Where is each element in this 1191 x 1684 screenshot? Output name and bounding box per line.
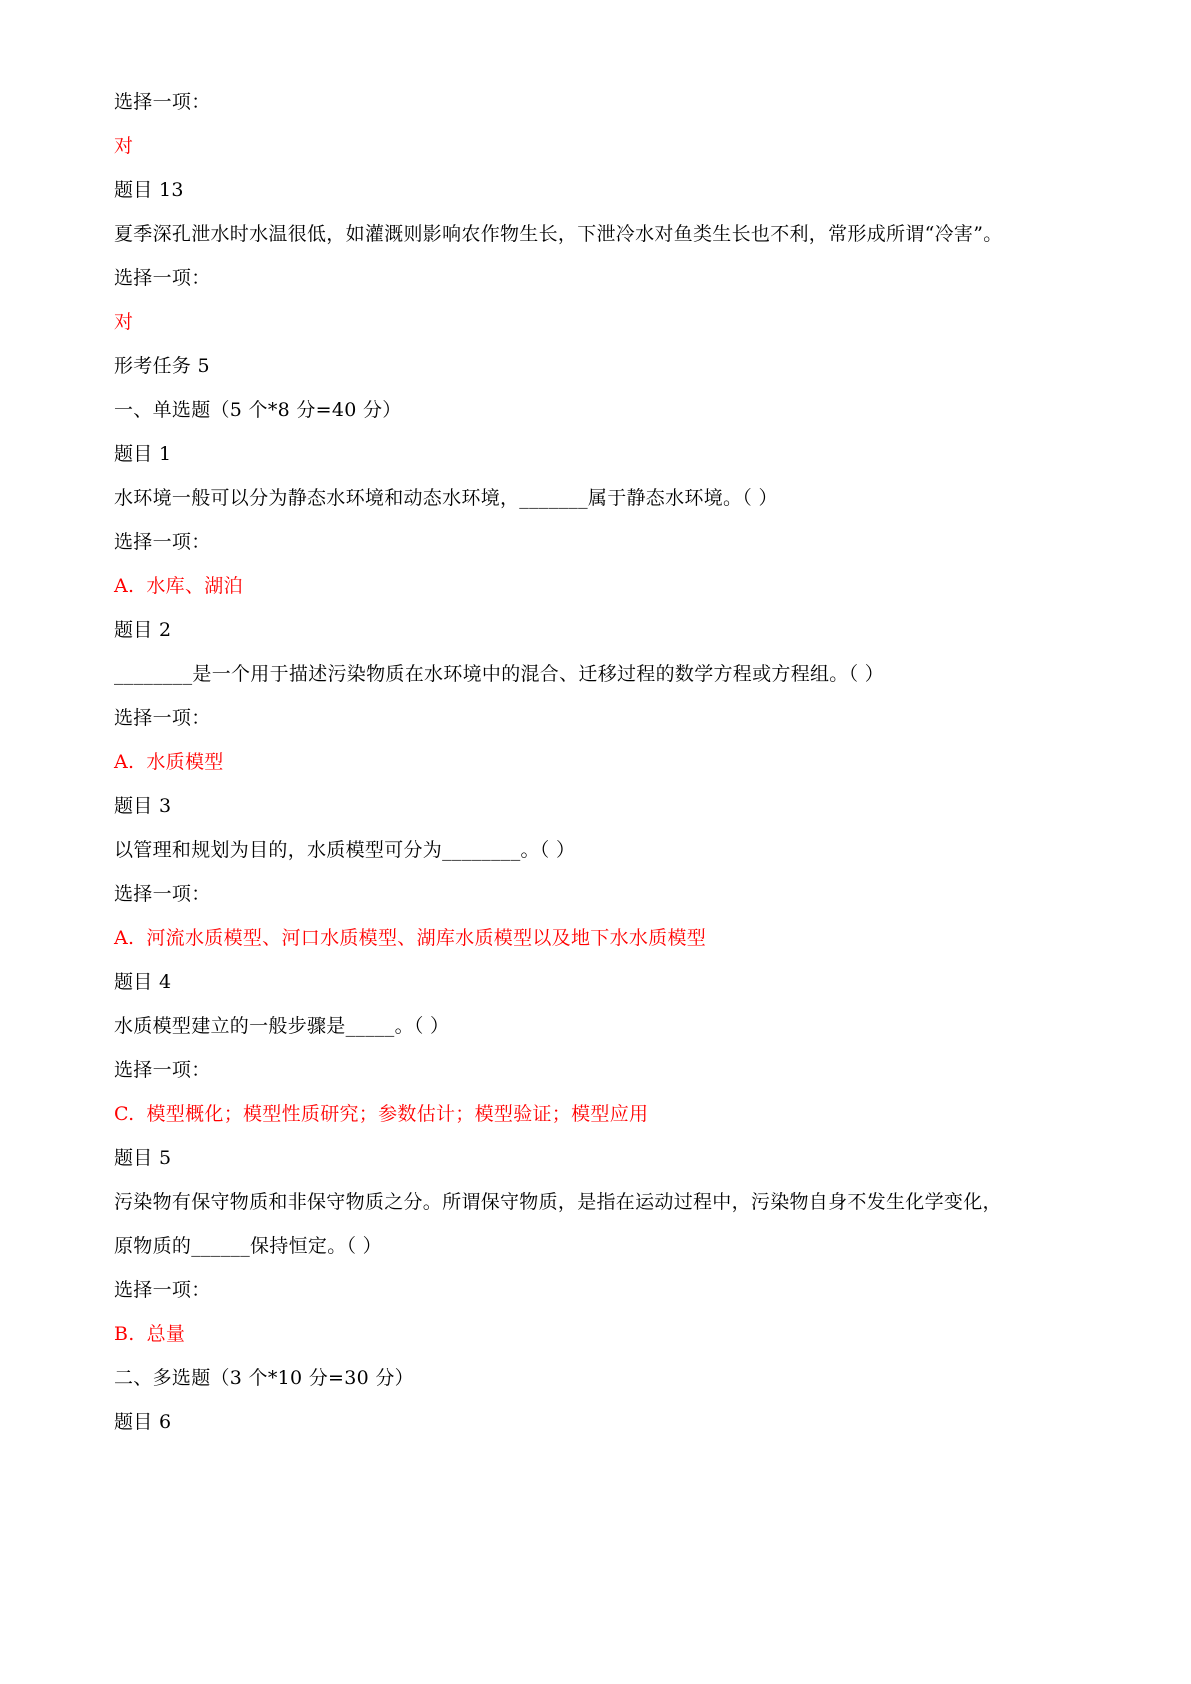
question-text: 以管理和规划为目的，水质模型可分为________。（ ） — [114, 839, 576, 861]
select-prompt: 选择一项： — [114, 707, 211, 729]
select-prompt: 选择一项： — [114, 883, 211, 905]
answer-text: 模型概化；模型性质研究；参数估计；模型验证；模型应用 — [146, 1103, 649, 1125]
answer-text: 河流水质模型、河口水质模型、湖库水质模型以及地下水水质模型 — [146, 927, 707, 949]
answer-line — [114, 1322, 1091, 1346]
select-prompt: 选择一项： — [114, 267, 211, 289]
question-number: 题目 2 — [114, 619, 172, 641]
answer-text: 总量 — [146, 1323, 186, 1345]
question-text: 水质模型建立的一般步骤是_____。（ ） — [114, 1015, 450, 1037]
question-text: ________是一个用于描述污染物质在水环境中的混合、迁移过程的数学方程或方程组。（ ） — [114, 663, 885, 685]
question-number: 题目 3 — [114, 795, 172, 817]
answer-line — [114, 926, 1091, 950]
answer-text: 水质模型 — [146, 751, 224, 773]
answer-option-letter: B. — [114, 1323, 135, 1345]
question-text: 夏季深孔泄水时水温很低，如灌溉则影响农作物生长，下泄冷水对鱼类生长也不利，常形成所谓“冷害”。 — [114, 223, 1003, 245]
question-number: 题目 4 — [114, 971, 172, 993]
question-text: 污染物有保守物质和非保守物质之分。所谓保守物质，是指在运动过程中，污染物自身不发生化学变化， — [114, 1191, 1002, 1213]
answer-text: 对 — [114, 135, 134, 157]
question-number: 题目 13 — [114, 179, 184, 201]
section-heading: 形考任务 5 — [114, 355, 210, 377]
select-prompt: 选择一项： — [114, 91, 211, 113]
answer-line — [114, 750, 1091, 774]
question-text: 水环境一般可以分为静态水环境和动态水环境，_______属于静态水环境。（ ） — [114, 487, 778, 509]
answer-option-letter: A. — [114, 751, 135, 773]
answer-line — [114, 574, 1091, 598]
question-number: 题目 1 — [114, 443, 172, 465]
question-number: 题目 5 — [114, 1147, 172, 1169]
select-prompt: 选择一项： — [114, 531, 211, 553]
answer-option-letter: C. — [114, 1103, 135, 1125]
answer-option-letter: A. — [114, 927, 135, 949]
select-prompt: 选择一项： — [114, 1059, 211, 1081]
answer-text: 水库、湖泊 — [146, 575, 243, 597]
section-heading: 一、单选题（5 个*8 分=40 分） — [114, 399, 402, 421]
answer-text: 对 — [114, 311, 134, 333]
section-heading: 二、多选题（3 个*10 分=30 分） — [114, 1367, 414, 1389]
question-text-continued: 原物质的______保持恒定。（ ） — [114, 1235, 382, 1257]
answer-option-letter: A. — [114, 575, 135, 597]
question-number: 题目 6 — [114, 1411, 172, 1433]
select-prompt: 选择一项： — [114, 1279, 211, 1301]
answer-line — [114, 1102, 1091, 1126]
